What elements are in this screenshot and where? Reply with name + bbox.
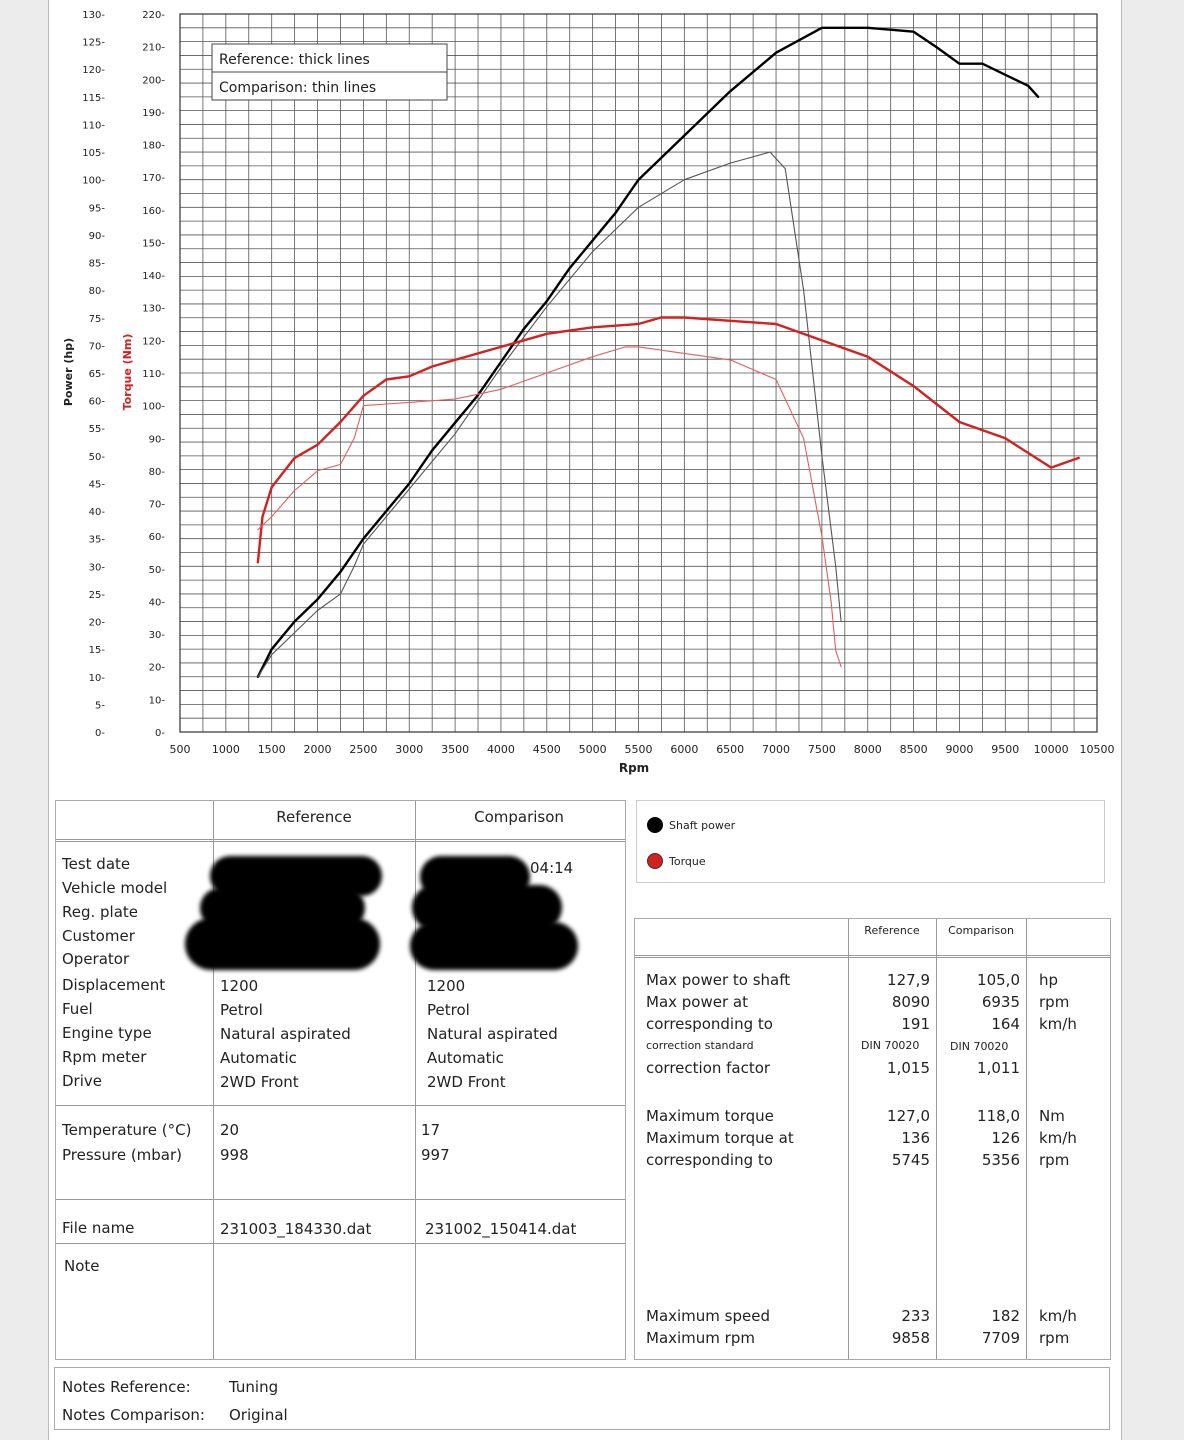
x-tick-label: 7500 — [807, 743, 836, 756]
y2-tick-label: 0- — [155, 728, 165, 739]
x-tick-label: 2000 — [303, 743, 332, 756]
y1-tick-label: 110- — [82, 120, 105, 132]
y2-tick-label: 120- — [142, 336, 165, 348]
results-row: Max power to shaft 127,9 105,0 hp — [646, 971, 1059, 989]
x-tick-label: 4500 — [532, 743, 561, 756]
series-line-torque-thick — [258, 318, 1079, 563]
y2-tick-label: 60- — [148, 532, 165, 544]
y2-tick-label: 40- — [148, 597, 165, 609]
y1-tick-label: 45- — [88, 479, 105, 491]
y1-tick-label: 65- — [88, 369, 105, 380]
y1-tick-label: 95- — [88, 203, 105, 215]
x-axis-title: Rpm — [618, 761, 650, 775]
comparison-temperature: 17 — [421, 1121, 441, 1139]
x-tick-label: 6500 — [716, 743, 745, 756]
legend-box-line-1: Reference: thick lines — [219, 52, 370, 68]
reference-temperature: 20 — [220, 1121, 240, 1139]
results-row: corresponding to 5745 5356 rpm — [646, 1151, 1070, 1169]
y1-tick-label: 120- — [82, 65, 105, 77]
y2-tick-label: 210- — [142, 42, 165, 54]
y2-tick-label: 190- — [142, 107, 165, 119]
torque-swatch — [647, 853, 663, 869]
x-tick-label: 2500 — [349, 743, 378, 756]
x-tick-label: 1000 — [211, 743, 240, 756]
label-rpm-meter: Rpm meter — [62, 1048, 147, 1066]
series-line-torque-thin — [258, 347, 841, 667]
y1-tick-label: 10- — [88, 672, 105, 684]
label-test-date: Test date — [62, 855, 131, 873]
y1-tick-label: 0- — [95, 728, 105, 739]
y2-tick-label: 30- — [148, 630, 165, 642]
x-tick-label: 6000 — [670, 743, 699, 756]
y1-tick-label: 125- — [82, 37, 105, 49]
legend-torque: Torque — [669, 855, 706, 868]
results-group-torque — [646, 1104, 1106, 1170]
chart-lines — [258, 28, 1079, 677]
x-tick-label: 1500 — [257, 743, 286, 756]
y1-tick-label: 105- — [82, 148, 105, 160]
redaction-reference — [185, 918, 380, 970]
results-group-speed — [646, 1304, 1106, 1348]
y1-tick-label: 70- — [88, 341, 105, 353]
y1-tick-label: 130- — [82, 10, 105, 21]
results-row: Maximum torque 127,0 118,0 Nm — [646, 1107, 1065, 1125]
x-tick-label: 10000 — [1033, 743, 1069, 756]
info-labels — [62, 852, 167, 1093]
x-tick-label: 4000 — [486, 743, 515, 756]
comparison-pressure: 997 — [421, 1146, 450, 1164]
y1-tick-label: 55- — [88, 424, 105, 436]
x-tick-label: 3500 — [441, 743, 470, 756]
y2-tick-label: 180- — [142, 140, 165, 152]
y2-tick-label: 80- — [148, 466, 165, 478]
chart-grid — [180, 14, 1097, 732]
results-row: Max power at 8090 6935 rpm — [646, 993, 1070, 1011]
notes-comparison-label: Notes Comparison: — [62, 1406, 205, 1424]
label-drive: Drive — [62, 1072, 102, 1090]
y2-tick-label: 220- — [142, 10, 165, 21]
comparison-values: 1200 Petrol Natural aspirated Automatic 2WD Front — [427, 977, 558, 1091]
x-tick-label: 5000 — [578, 743, 607, 756]
y1-tick-label: 85- — [88, 258, 105, 270]
legend-shaft-power: Shaft power — [669, 819, 736, 832]
results-row: correction standard DIN 70020 DIN 70020 — [646, 1039, 1009, 1053]
shaft-power-swatch — [647, 817, 663, 833]
y2-tick-label: 110- — [142, 369, 165, 380]
y2-tick-label: 160- — [142, 205, 165, 217]
y1-tick-label: 35- — [88, 534, 105, 546]
x-tick-label: 10500 — [1079, 743, 1115, 756]
label-customer: Customer — [62, 927, 135, 945]
legend-box-line-2: Comparison: thin lines — [219, 80, 377, 96]
label-displacement: Displacement — [62, 976, 166, 994]
y2-tick-label: 140- — [142, 271, 165, 283]
comparison-file-name: 231002_150414.dat — [425, 1220, 577, 1238]
y2-tick-label: 170- — [142, 173, 165, 185]
series-legend — [636, 800, 1105, 883]
results-row: Maximum speed 233 182 km/h — [646, 1307, 1077, 1325]
y1-tick-label: 90- — [88, 230, 105, 242]
series-line-shaft-power-thick — [258, 28, 1038, 677]
y1-tick-label: 80- — [88, 286, 105, 298]
y1-tick-label: 40- — [88, 507, 105, 519]
y2-tick-label: 100- — [142, 401, 165, 413]
label-engine-type: Engine type — [62, 1024, 152, 1042]
label-vehicle-model: Vehicle model — [62, 879, 168, 897]
x-tick-label: 3000 — [395, 743, 424, 756]
results-row: Maximum rpm 9858 7709 rpm — [646, 1329, 1070, 1347]
reference-values: 1200 Petrol Natural aspirated Automatic 2WD Front — [220, 977, 351, 1091]
y2-tick-label: 130- — [142, 303, 165, 315]
results-col-comparison: Comparison — [948, 924, 1014, 937]
notes-box — [54, 1367, 1110, 1430]
y1-tick-label: 5- — [95, 700, 105, 712]
x-tick-label: 9000 — [945, 743, 974, 756]
label-note: Note — [64, 1257, 100, 1275]
y2-tick-label: 70- — [148, 499, 165, 511]
label-temperature: Temperature (°C) — [62, 1121, 192, 1139]
x-tick-label: 9500 — [991, 743, 1020, 756]
label-pressure: Pressure (mbar) — [62, 1146, 183, 1164]
results-col-reference: Reference — [864, 924, 920, 937]
y1-tick-label: 100- — [82, 175, 105, 187]
x-tick-label: 500 — [169, 743, 191, 756]
results-row: Maximum torque at 136 126 km/h — [646, 1129, 1077, 1147]
y2-tick-label: 150- — [142, 238, 165, 250]
results-row: corresponding to 191 164 km/h — [646, 1015, 1077, 1033]
y2-tick-label: 90- — [148, 434, 165, 446]
y1-tick-label: 115- — [82, 92, 105, 104]
notes-comparison-value: Original — [229, 1406, 288, 1424]
y1-tick-label: 30- — [88, 562, 105, 574]
x-tick-label: 7000 — [762, 743, 791, 756]
comparison-partial-time: 04:14 — [530, 859, 574, 877]
label-operator: Operator — [62, 950, 130, 968]
redaction-comparison — [410, 922, 578, 970]
y1-tick-label: 20- — [88, 617, 105, 629]
results-row: correction factor 1,015 1,011 — [646, 1059, 1020, 1077]
label-reg-plate: Reg. plate — [62, 903, 139, 921]
y1-axis-title: Power (hp) — [62, 337, 75, 407]
y2-tick-label: 20- — [148, 662, 165, 674]
notes-reference-value: Tuning — [229, 1378, 279, 1396]
x-tick-label: 8000 — [853, 743, 882, 756]
reference-file-name: 231003_184330.dat — [220, 1220, 372, 1238]
x-tick-label: 5500 — [624, 743, 653, 756]
y1-tick-label: 15- — [88, 645, 105, 657]
y2-tick-label: 200- — [142, 75, 165, 87]
notes-reference-label: Notes Reference: — [62, 1378, 191, 1396]
y1-tick-label: 75- — [88, 313, 105, 325]
label-file-name: File name — [62, 1219, 135, 1237]
results-group-power — [646, 968, 1106, 1078]
reference-pressure: 998 — [220, 1146, 249, 1164]
y1-tick-label: 50- — [88, 451, 105, 463]
y2-tick-label: 50- — [148, 564, 165, 576]
y2-tick-label: 10- — [148, 695, 165, 707]
info-col-reference: Reference — [276, 808, 352, 826]
label-fuel: Fuel — [62, 1000, 93, 1018]
y2-axis-title: Torque (Nm) — [121, 333, 134, 411]
y1-tick-label: 60- — [88, 396, 105, 408]
y1-tick-label: 25- — [88, 589, 105, 601]
info-col-comparison: Comparison — [474, 808, 564, 826]
x-tick-label: 8500 — [899, 743, 928, 756]
